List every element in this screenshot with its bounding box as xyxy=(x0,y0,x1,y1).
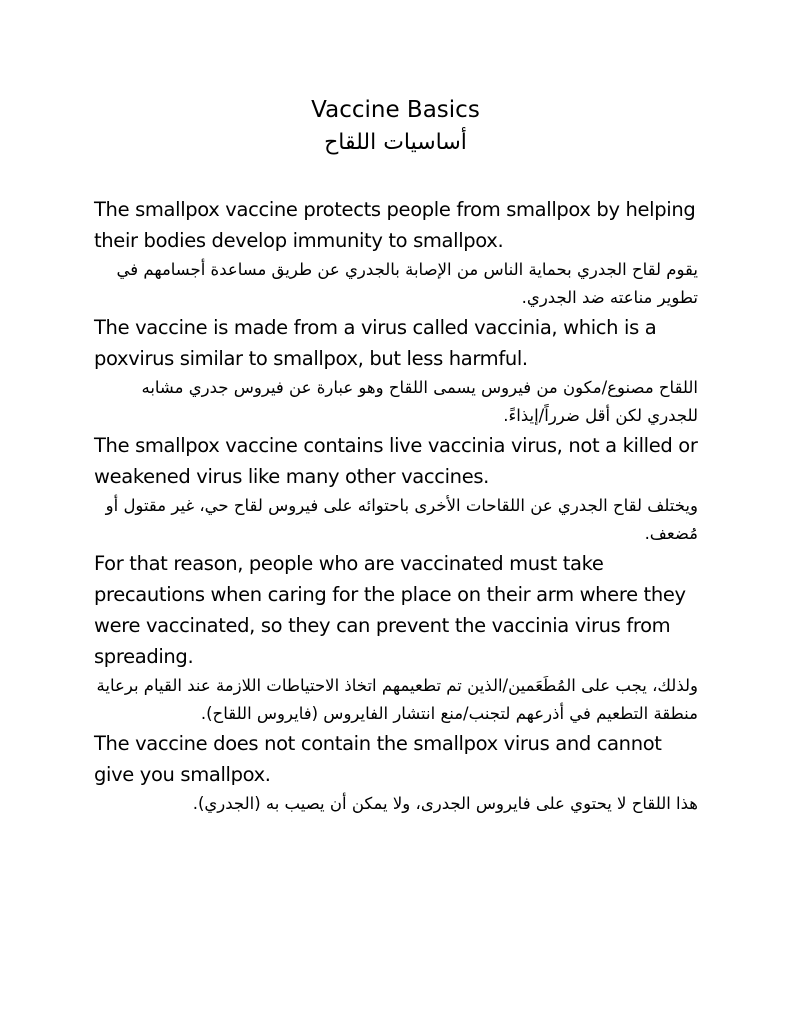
paragraph-english-2: The vaccine is made from a virus called vaccinia, which is a poxvirus similar to smallpox, but less harmful. xyxy=(94,316,657,370)
paragraph-english-1: The smallpox vaccine protects people from smallpox by helping their bodies develop immunity to smallpox. xyxy=(94,198,696,252)
title-english: Vaccine Basics xyxy=(311,97,480,123)
paragraph-arabic-2: اللقاح مصنوع/مكون من فيروس يسمى اللقاح وهو عبارة عن فيروس جدري مشابه للجدري لكن أقل ضرراً/إيذاءً. xyxy=(141,378,698,425)
paragraph-arabic-4: ولذلك، يجب على المُطَعَمين/الذين تم تطعيمهم اتخاذ الاحتياطات اللازمة عند القيام برعاية منطقة التطعيم في أذرعهم لتجنب/منع انتشار الفايروس (فايروس اللقاح). xyxy=(96,676,698,723)
document-body xyxy=(94,194,698,818)
title-block xyxy=(0,94,791,160)
paragraph-english-4: For that reason, people who are vaccinated must take precautions when caring for the place on their arm where they were vaccinated, so they can prevent the vaccinia virus from spreading. xyxy=(94,552,686,668)
paragraph-arabic-1: يقوم لقاح الجدري بحماية الناس من الإصابة بالجدري عن طريق مساعدة أجسامهم في تطوير مناعته ضد الجدري. xyxy=(116,260,698,307)
paragraph-english-3: The smallpox vaccine contains live vaccinia virus, not a killed or weakened virus like many other vaccines. xyxy=(94,434,698,488)
paragraph-arabic-3: ويختلف لقاح الجدري عن اللقاحات الأخرى باحتوائه على فيروس لقاح حي، غير مقتول أو مُضعف. xyxy=(105,496,698,543)
title-arabic: أساسيات اللقاح xyxy=(324,130,467,155)
paragraph-arabic-5: هذا اللقاح لا يحتوي على فايروس الجدرى، ولا يمكن أن يصيب به (الجدري). xyxy=(192,794,698,813)
paragraph-english-5: The vaccine does not contain the smallpox virus and cannot give you smallpox. xyxy=(94,732,662,786)
